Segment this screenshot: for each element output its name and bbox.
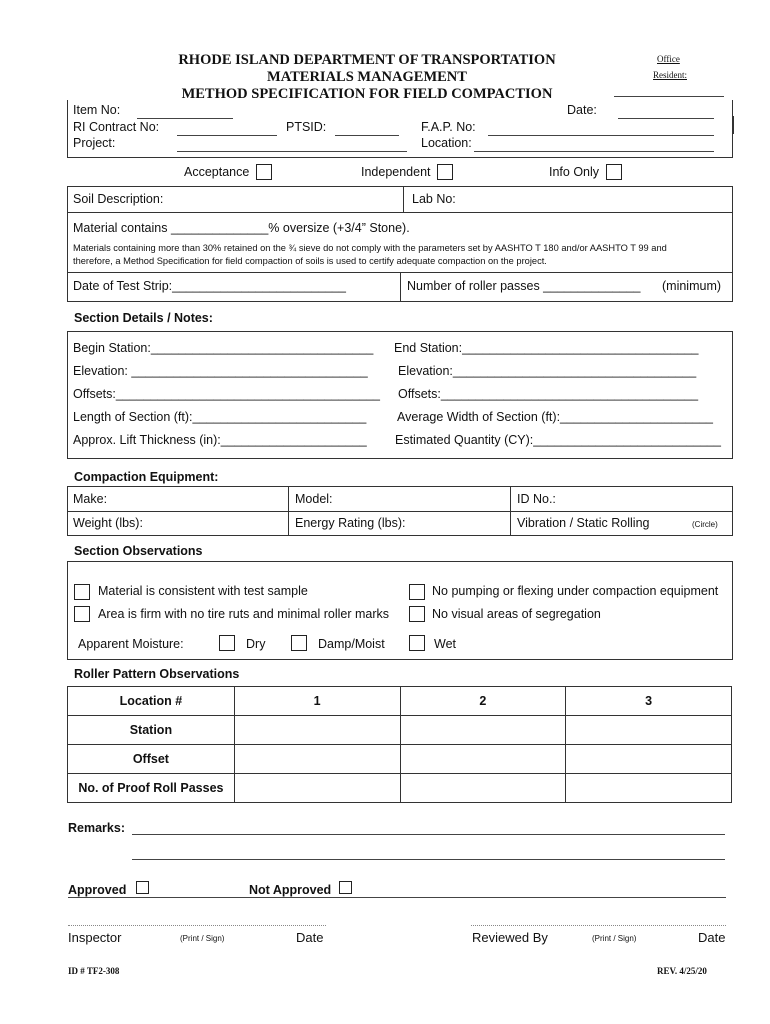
ptsid-field[interactable] — [335, 135, 399, 136]
roller-pattern-table — [67, 686, 732, 803]
info-only-checkbox[interactable] — [606, 164, 622, 180]
project-field[interactable] — [177, 151, 407, 152]
roller-passes-label: Number of roller passes ______________ — [407, 279, 641, 293]
estimated-quantity: Estimated Quantity (CY):___________________________ — [395, 433, 721, 447]
average-width: Average Width of Section (ft):______________________ — [397, 410, 713, 424]
independent-label: Independent — [361, 165, 431, 179]
table-row — [68, 745, 732, 774]
firm-checkbox[interactable] — [74, 606, 90, 622]
remarks-label: Remarks: — [68, 821, 125, 835]
remarks-line-2[interactable] — [132, 859, 725, 860]
location-header: Location # — [68, 687, 235, 716]
proof-roll-row-label: No. of Proof Roll Passes — [68, 774, 235, 803]
info-only-label: Info Only — [549, 165, 600, 179]
model-label: Model: — [295, 492, 333, 506]
equipment-divider-v2 — [510, 486, 511, 536]
material-note-line2: therefore, a Method Specification for field compaction of soils is used to certify adequate compaction on the project. — [73, 256, 547, 266]
proof-roll-cell-1[interactable] — [234, 774, 400, 803]
fap-label: F.A.P. No: — [421, 120, 476, 134]
damp-label: Damp/Moist — [318, 637, 385, 651]
section-details-heading: Section Details / Notes: — [74, 311, 213, 325]
approved-label: Approved — [68, 883, 127, 897]
date-label: Date: — [567, 103, 597, 117]
offsets-left: Offsets:______________________________________ — [73, 387, 381, 401]
energy-rating-label: Energy Rating (lbs): — [295, 516, 406, 530]
table-row — [68, 716, 732, 745]
resident-line[interactable] — [614, 96, 724, 97]
material-contains-text: Material contains ______________% oversize (+3/4” Stone). — [73, 221, 410, 235]
item-no-field[interactable] — [137, 118, 233, 119]
revision-date: REV. 4/25/20 — [657, 966, 707, 976]
table-row — [68, 774, 732, 803]
begin-station: Begin Station:________________________________ — [73, 341, 374, 355]
offset-row-label: Offset — [68, 745, 235, 774]
header-title: RHODE ISLAND DEPARTMENT OF TRANSPORTATION — [178, 52, 556, 68]
end-station: End Station:__________________________________ — [394, 341, 699, 355]
column-1-header: 1 — [234, 687, 400, 716]
fap-field[interactable] — [488, 135, 714, 136]
station-cell-2[interactable] — [400, 716, 566, 745]
weight-label: Weight (lbs): — [73, 516, 143, 530]
form-id: ID # TF2-308 — [68, 966, 120, 976]
location-field[interactable] — [474, 151, 714, 152]
remarks-line-1[interactable] — [132, 834, 725, 835]
no-segregation-label: No visual areas of segregation — [432, 607, 601, 621]
reviewed-by-label: Reviewed By — [472, 930, 548, 945]
column-2-header: 2 — [400, 687, 566, 716]
material-note-line1: Materials containing more than 30% retained on the ¾ sieve do not comply with the parameters set by AASHTO T 180 and/or AASHTO T 99 and — [73, 243, 667, 253]
inspector-print-sign-note: (Print / Sign) — [180, 934, 225, 943]
id-no-label: ID No.: — [517, 492, 556, 506]
location-label: Location: — [421, 136, 472, 150]
equipment-heading: Compaction Equipment: — [74, 470, 219, 484]
independent-checkbox[interactable] — [437, 164, 453, 180]
lab-no-label: Lab No: — [412, 192, 456, 206]
soil-description-label: Soil Description: — [73, 192, 164, 206]
wet-checkbox[interactable] — [409, 635, 425, 651]
offsets-right: Offsets:_____________________________________ — [398, 387, 699, 401]
offset-cell-1[interactable] — [234, 745, 400, 774]
dry-label: Dry — [246, 637, 266, 651]
approval-line — [68, 897, 726, 898]
test-strip-date: Date of Test Strip:_________________________ — [73, 279, 346, 293]
not-approved-label: Not Approved — [249, 883, 332, 897]
station-cell-1[interactable] — [234, 716, 400, 745]
table-row — [68, 687, 732, 716]
soil-divider-v1 — [403, 186, 404, 212]
consistent-checkbox[interactable] — [74, 584, 90, 600]
consistent-label: Material is consistent with test sample — [98, 584, 308, 598]
soil-divider-1 — [67, 212, 733, 213]
make-label: Make: — [73, 492, 108, 506]
reviewer-signature-line[interactable] — [471, 925, 726, 926]
office-label: Office — [657, 54, 680, 64]
roller-heading: Roller Pattern Observations — [74, 667, 240, 681]
reviewer-date-label: Date — [698, 930, 726, 945]
offset-cell-3[interactable] — [566, 745, 732, 774]
no-pumping-checkbox[interactable] — [409, 584, 425, 600]
contract-field[interactable] — [177, 135, 277, 136]
dry-checkbox[interactable] — [219, 635, 235, 651]
info-box — [67, 100, 733, 158]
equipment-divider — [67, 511, 733, 512]
ptsid-label: PTSID: — [286, 120, 327, 134]
elevation-right: Elevation:___________________________________ — [398, 364, 697, 378]
item-no-label: Item No: — [73, 103, 121, 117]
damp-checkbox[interactable] — [291, 635, 307, 651]
info-box-tick — [733, 116, 734, 134]
elevation-left: Elevation: __________________________________ — [73, 364, 368, 378]
date-field[interactable] — [618, 118, 714, 119]
no-pumping-label: No pumping or flexing under compaction equipment — [432, 584, 719, 598]
project-label: Project: — [73, 136, 116, 150]
circle-note: (Circle) — [692, 520, 718, 529]
offset-cell-2[interactable] — [400, 745, 566, 774]
not-approved-checkbox[interactable] — [339, 881, 352, 894]
moisture-label: Apparent Moisture: — [78, 637, 184, 651]
no-segregation-checkbox[interactable] — [409, 606, 425, 622]
inspector-label: Inspector — [68, 930, 122, 945]
column-3-header: 3 — [566, 687, 732, 716]
equipment-divider-v1 — [288, 486, 289, 536]
acceptance-label: Acceptance — [184, 165, 250, 179]
inspector-date-label: Date — [296, 930, 324, 945]
reviewer-print-sign-note: (Print / Sign) — [592, 934, 637, 943]
contract-label: RI Contract No: — [73, 120, 160, 134]
soil-divider-v2 — [400, 272, 401, 302]
minimum-label: (minimum) — [662, 279, 722, 293]
proof-roll-cell-2[interactable] — [400, 774, 566, 803]
station-cell-3[interactable] — [566, 716, 732, 745]
observations-heading: Section Observations — [74, 544, 203, 558]
acceptance-checkbox[interactable] — [256, 164, 272, 180]
length-of-section: Length of Section (ft):_________________________ — [73, 410, 367, 424]
firm-label: Area is firm with no tire ruts and minimal roller marks — [98, 607, 390, 621]
header-subtitle: MATERIALS MANAGEMENT — [267, 69, 467, 85]
approved-checkbox[interactable] — [136, 881, 149, 894]
inspector-signature-line[interactable] — [68, 925, 326, 926]
vibration-static-option[interactable]: Vibration / Static Rolling — [517, 516, 650, 530]
wet-label: Wet — [434, 637, 456, 651]
header-form-title: METHOD SPECIFICATION FOR FIELD COMPACTION — [181, 86, 553, 102]
proof-roll-cell-3[interactable] — [566, 774, 732, 803]
station-row-label: Station — [68, 716, 235, 745]
resident-label: Resident: — [653, 70, 687, 80]
lift-thickness: Approx. Lift Thickness (in):_____________________ — [73, 433, 367, 447]
